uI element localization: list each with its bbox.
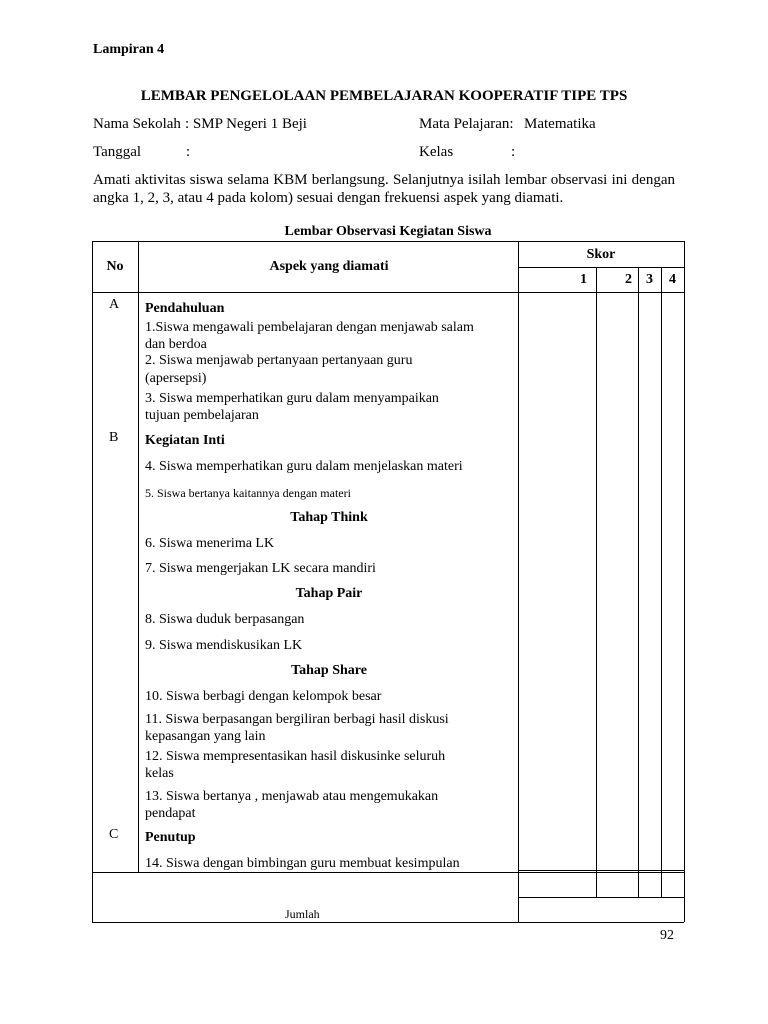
list-item: dan berdoa — [145, 337, 207, 352]
section-letter-a: A — [109, 297, 120, 312]
school-name-label: Nama Sekolah — [93, 116, 181, 132]
list-item: 9. Siswa mendiskusikan LK — [145, 638, 303, 653]
col-header-no: No — [106, 259, 124, 274]
list-item: 4. Siswa memperhatikan guru dalam menjelaskan materi — [145, 459, 463, 474]
list-item: kepasangan yang lain — [145, 729, 266, 744]
jumlah-label: Jumlah — [285, 907, 320, 921]
list-item: 8. Siswa duduk berpasangan — [145, 612, 305, 627]
page-number: 92 — [660, 928, 674, 943]
appendix-label: Lampiran 4 — [93, 42, 165, 57]
list-item: 14. Siswa dengan bimbingan guru membuat kesimpulan — [145, 856, 460, 871]
skor-col-1: 1 — [580, 272, 587, 287]
list-item: tujuan pembelajaran — [145, 408, 259, 423]
list-item: 10. Siswa berbagi dengan kelompok besar — [145, 689, 382, 704]
skor-col-4: 4 — [669, 272, 676, 287]
col-header-skor: Skor — [586, 247, 616, 262]
list-item: kelas — [145, 766, 174, 781]
subject-label: Mata Pelajaran: — [419, 116, 514, 132]
class-label: Kelas — [419, 144, 454, 160]
table-caption: Lembar Observasi Kegiatan Siswa — [284, 224, 492, 239]
section-title-penutup: Penutup — [145, 830, 196, 845]
date-colon: : — [186, 144, 191, 160]
list-item: 3. Siswa memperhatikan guru dalam menyampaikan — [145, 391, 439, 406]
list-item: 13. Siswa bertanya , menjawab atau mengemukakan — [145, 789, 439, 804]
subject-value: Matematika — [524, 116, 596, 132]
class-colon: : — [511, 144, 516, 160]
list-item: 6. Siswa menerima LK — [145, 536, 275, 551]
section-letter-c: C — [109, 827, 119, 842]
skor-col-3: 3 — [646, 272, 653, 287]
instructions-paragraph: Amati aktivitas siswa selama KBM berlangsung. Selanjutnya isilah lembar observasi ini dengan angka 1, 2, 3, atau 4 pada kolom) sesuai dengan frekuensi aspek yang diamati. — [93, 172, 675, 206]
skor-col-2: 2 — [625, 272, 632, 287]
list-item: pendapat — [145, 806, 196, 821]
list-item: 1.Siswa mengawali pembelajaran dengan menjawab salam — [145, 320, 474, 335]
section-letter-b: B — [109, 430, 119, 445]
section-title-kegiatan-inti: Kegiatan Inti — [145, 433, 225, 448]
list-item: 5. Siswa bertanya kaitannya dengan materi — [145, 486, 351, 500]
list-item: 11. Siswa berpasangan bergiliran berbagi hasil diskusi — [145, 712, 449, 727]
school-name-value: : SMP Negeri 1 Beji — [185, 116, 307, 132]
date-label: Tanggal — [93, 144, 142, 160]
list-item: 12. Siswa mempresentasikan hasil diskusinke seluruh — [145, 749, 446, 764]
subheading-share: Tahap Share — [291, 663, 367, 678]
section-title-pendahuluan: Pendahuluan — [145, 301, 225, 316]
subheading-think: Tahap Think — [290, 510, 368, 525]
list-item: (apersepsi) — [145, 371, 207, 386]
page-title: LEMBAR PENGELOLAAN PEMBELAJARAN KOOPERATIF TIPE TPS — [140, 88, 628, 104]
subheading-pair: Tahap Pair — [295, 586, 363, 601]
list-item: 7. Siswa mengerjakan LK secara mandiri — [145, 561, 376, 576]
list-item: 2. Siswa menjawab pertanyaan pertanyaan guru — [145, 353, 413, 368]
col-header-aspek: Aspek yang diamati — [269, 259, 389, 274]
